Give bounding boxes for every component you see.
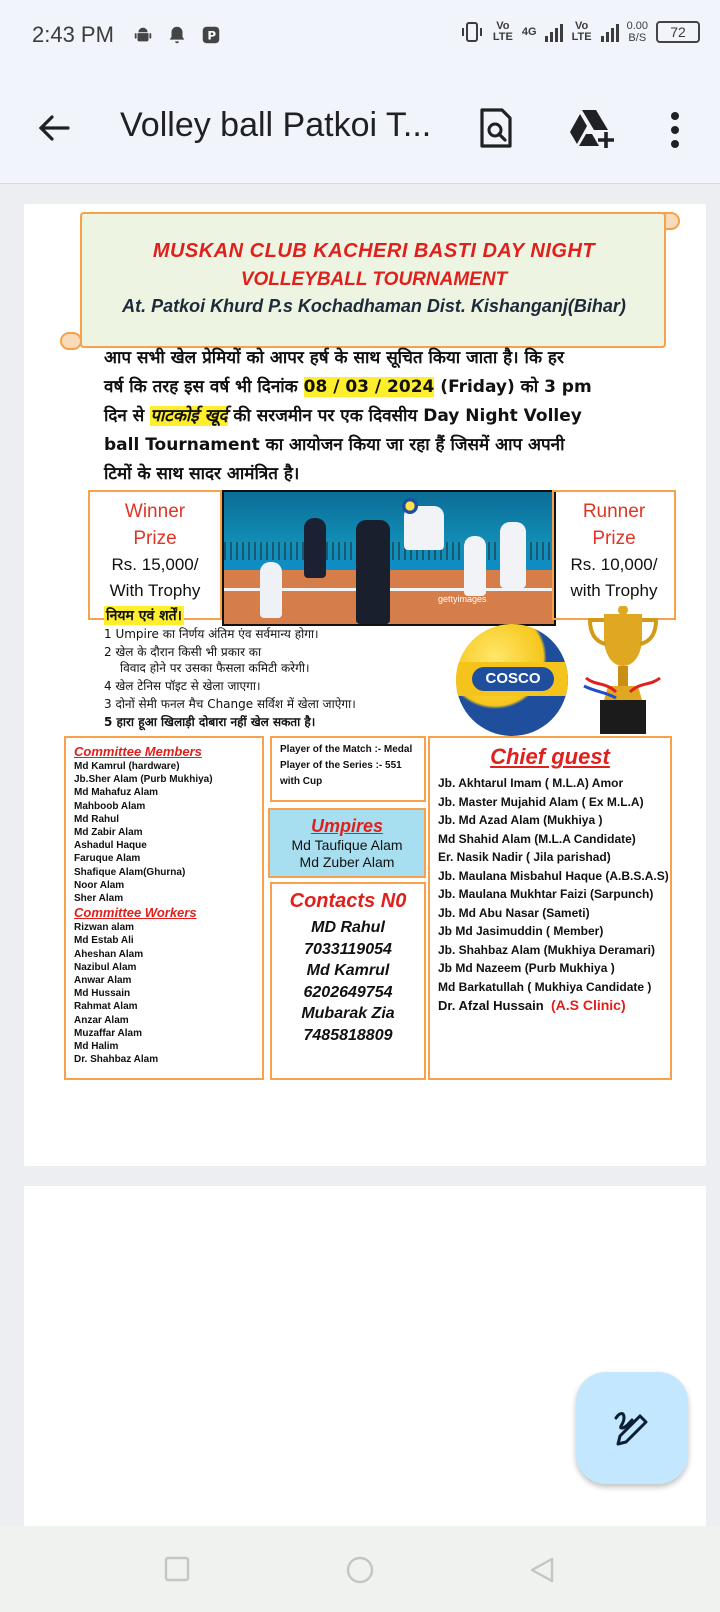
para-text: की सरजमीन पर एक दिवसीय Day Night Volley [227, 406, 582, 426]
photo-player [260, 562, 282, 618]
volte-label-2: Vo LTE [571, 20, 592, 43]
more-options-icon[interactable] [660, 108, 690, 152]
contact-line: Mubarak Zia [301, 1005, 395, 1023]
system-status [460, 20, 700, 44]
committee-workers-list [74, 921, 254, 1066]
umpire-name: Md Taufique Alam [291, 837, 403, 853]
chief-guest-title: Chief guest [490, 744, 610, 769]
list-item: Aheshan Alam [74, 948, 144, 960]
umpires-box [268, 808, 426, 878]
runner-trophy: with Trophy [570, 581, 658, 600]
banner-club-name: MUSKAN CLUB KACHERI BASTI DAY NIGHT [152, 240, 596, 262]
app-bar [0, 72, 720, 184]
list-item: Jb. Shahbaz Alam (Mukhiya Deramari) [438, 942, 655, 957]
list-item: Anwar Alam [74, 975, 132, 987]
list-item: Anzar Alam [74, 1014, 129, 1026]
battery-icon: 72 [656, 21, 700, 43]
last-guest-note: (A.S Clinic) [550, 997, 626, 1013]
back-arrow-icon[interactable] [34, 108, 74, 148]
list-item: Jb Md Jasimuddin ( Member) [438, 924, 604, 938]
home-button-icon[interactable] [346, 1556, 374, 1584]
svg-text:P: P [207, 28, 217, 43]
runner-amount: Rs. 10,000/ [570, 555, 658, 574]
rule-item: 5 हारा हूआ खिलाड़ी दोबारा नहीं खेल सकता है। [104, 715, 316, 729]
list-item: Md Barkatullah ( Mukhiya Candidate ) [438, 979, 652, 994]
winner-title: Winner [124, 501, 186, 522]
list-item: Jb. Maulana Misbahul Haque (A.B.S.A.S) [438, 868, 669, 883]
award-line: Player of the Match :- Medal [280, 744, 413, 755]
volte-label-1: Vo LTE [492, 20, 513, 43]
committee-workers-title: Committee Workers [74, 905, 197, 921]
award-line: Player of the Series :- 551 [280, 760, 402, 771]
vibrate-icon [460, 20, 484, 44]
chief-guest-box [428, 736, 672, 1080]
contact-line: 7033119054 [304, 940, 392, 958]
system-nav-bar [0, 1526, 720, 1612]
list-item: Nazibul Alam [74, 961, 137, 973]
list-item: Jb. Akhtarul Imam ( M.L.A) Amor [438, 776, 624, 790]
winner-trophy: With Trophy [109, 581, 201, 600]
event-place: पाटकोई खूर्द [150, 406, 228, 426]
rule-item: विवाद होने पर उसका फैसला कमिटी करेगी। [120, 661, 310, 675]
android-icon [132, 24, 154, 46]
list-item: Md Hussain [74, 988, 131, 1000]
signal-icon-2 [601, 22, 619, 42]
contact-line: Md Kamrul [306, 962, 390, 980]
contact-line: 7485818809 [303, 1026, 393, 1044]
photo-player [304, 518, 326, 578]
committee-members-title: Committee Members [74, 744, 202, 759]
para-text: दिन से [104, 406, 151, 426]
para-line: टिमों के साथ सादर आमंत्रित है। [104, 464, 300, 484]
photo-player [464, 536, 486, 596]
list-item: Shafique Alam(Ghurna) [74, 866, 186, 878]
speed-unit: B/S [628, 32, 647, 44]
para-text: वर्ष कि तरह इस वर्ष भी दिनांक [104, 377, 304, 397]
parking-app-icon [200, 24, 222, 46]
para-line [104, 373, 632, 402]
para-line [104, 402, 632, 431]
trophy-icon [580, 606, 666, 736]
para-line: आप सभी खेल प्रेमियों को आपर हर्ष के साथ सूचित किया जाता है। कि हर [104, 348, 564, 368]
winner-title-2: Prize [133, 528, 177, 549]
document-page [24, 204, 706, 1166]
para-line: ball Tournament का आयोजन किया जा रहा हैं जिसमें आप अपनी [104, 435, 565, 455]
list-item: Jb. Master Mujahid Alam ( Ex M.L.A) [438, 794, 644, 809]
para-text: (Friday) को 3 pm [434, 377, 592, 397]
runner-title: Runner [582, 501, 646, 522]
speed-value: 0.00 [626, 20, 648, 32]
photo-ball [402, 498, 418, 514]
banner-location: At. Patkoi Khurd P.s Kochadhaman Dist. Kishanganj(Bihar) [122, 296, 626, 316]
list-item: Jb.Sher Alam (Purb Mukhiya) [74, 774, 213, 786]
list-item: Md Estab Ali [74, 935, 134, 947]
winner-amount: Rs. 15,000/ [111, 555, 199, 574]
umpire-name: Md Zuber Alam [299, 854, 395, 870]
list-item: Md Mahafuz Alam [74, 787, 159, 799]
list-item: Jb. Md Azad Alam (Mukhiya ) [438, 813, 603, 827]
list-item: Jb. Maulana Mukhtar Faizi (Sarpunch) [438, 887, 654, 901]
rule-item: 2 खेल के दौरान किसी भी प्रकार का [104, 645, 262, 659]
contact-line: 6202649754 [303, 983, 393, 1001]
list-item: Rizwan alam [74, 922, 135, 934]
photo-player [356, 520, 390, 624]
player-awards-box [270, 736, 426, 802]
contact-line: MD Rahul [311, 919, 385, 936]
network-4g-label: 4G [521, 25, 537, 38]
add-to-drive-icon[interactable] [568, 106, 616, 150]
event-date: 08 / 03 / 2024 [303, 377, 435, 397]
contacts-title: Contacts N0 [289, 890, 407, 912]
banner-tournament: VOLLEYBALL TOURNAMENT [240, 269, 508, 290]
rule-item: 1 Umpire का निर्णय अंतिम एंव सर्वमान्य होगा। [104, 627, 319, 641]
volleyball-photo [222, 490, 556, 626]
umpires-title: Umpires [310, 816, 384, 836]
list-item: Md Shahid Alam (M.L.A Candidate) [438, 831, 636, 846]
list-item: Muzaffar Alam [74, 1027, 142, 1039]
list-item: Faruque Alam [74, 853, 141, 865]
list-item: Md Zabir Alam [74, 827, 143, 839]
status-bar [0, 0, 720, 72]
status-time: 2:43 PM [32, 22, 114, 47]
invitation-paragraph [104, 344, 632, 489]
list-item: Mahboob Alam [74, 800, 146, 812]
find-in-document-icon[interactable] [476, 106, 516, 150]
list-item: Dr. Shahbaz Alam [74, 1054, 159, 1066]
ball-brand-logo: COSCO [472, 667, 554, 691]
edit-pencil-icon [612, 1408, 652, 1448]
list-item: Ashadul Haque [74, 840, 147, 852]
banner-scroll-curl [60, 332, 82, 350]
contacts-box [270, 882, 426, 1080]
committee-box [64, 736, 264, 1080]
list-item: Jb. Md Abu Nasar (Sameti) [438, 905, 590, 920]
list-item: Sher Alam [74, 893, 124, 905]
list-item: Noor Alam [74, 879, 125, 891]
notification-icons [132, 24, 222, 46]
network-speed [627, 20, 648, 44]
winner-prize-box [88, 490, 222, 620]
list-item: Er. Nasik Nadir ( Jila parishad) [438, 850, 611, 864]
award-line: with Cup [280, 776, 323, 787]
photo-watermark: gettyimages [438, 594, 487, 604]
runner-title-2: Prize [592, 528, 636, 549]
runner-prize-box [552, 490, 676, 620]
list-item: Md Rahul [74, 813, 119, 825]
list-item: Md Halim [74, 1041, 119, 1053]
edit-fab-button[interactable] [576, 1372, 688, 1484]
rule-item: 3 दोनों सेमी फनल मैच Change सर्विश में खेला जाऐगा। [104, 697, 356, 711]
list-item: Rahmat Alam [74, 1001, 138, 1013]
rule-item: 4 खेल टेनिस पॉइट से खेला जाएगा। [104, 679, 261, 693]
list-item: Md Kamrul (hardware) [74, 761, 180, 772]
signal-icon [545, 22, 563, 42]
photo-player [500, 522, 526, 588]
bell-icon [166, 24, 188, 46]
document-title: Volley ball Patkoi T... [120, 106, 432, 144]
last-guest-name: Dr. Afzal Hussain [438, 998, 544, 1013]
recents-button-icon[interactable] [164, 1556, 190, 1582]
back-button-icon[interactable] [528, 1556, 556, 1584]
cosco-ball-image [456, 624, 568, 736]
rules-title: नियम एवं शर्तें। [106, 608, 182, 624]
list-item: Jb Md Nazeem (Purb Mukhiya ) [438, 961, 615, 975]
list-item [438, 996, 662, 1016]
committee-members-list [74, 760, 254, 905]
